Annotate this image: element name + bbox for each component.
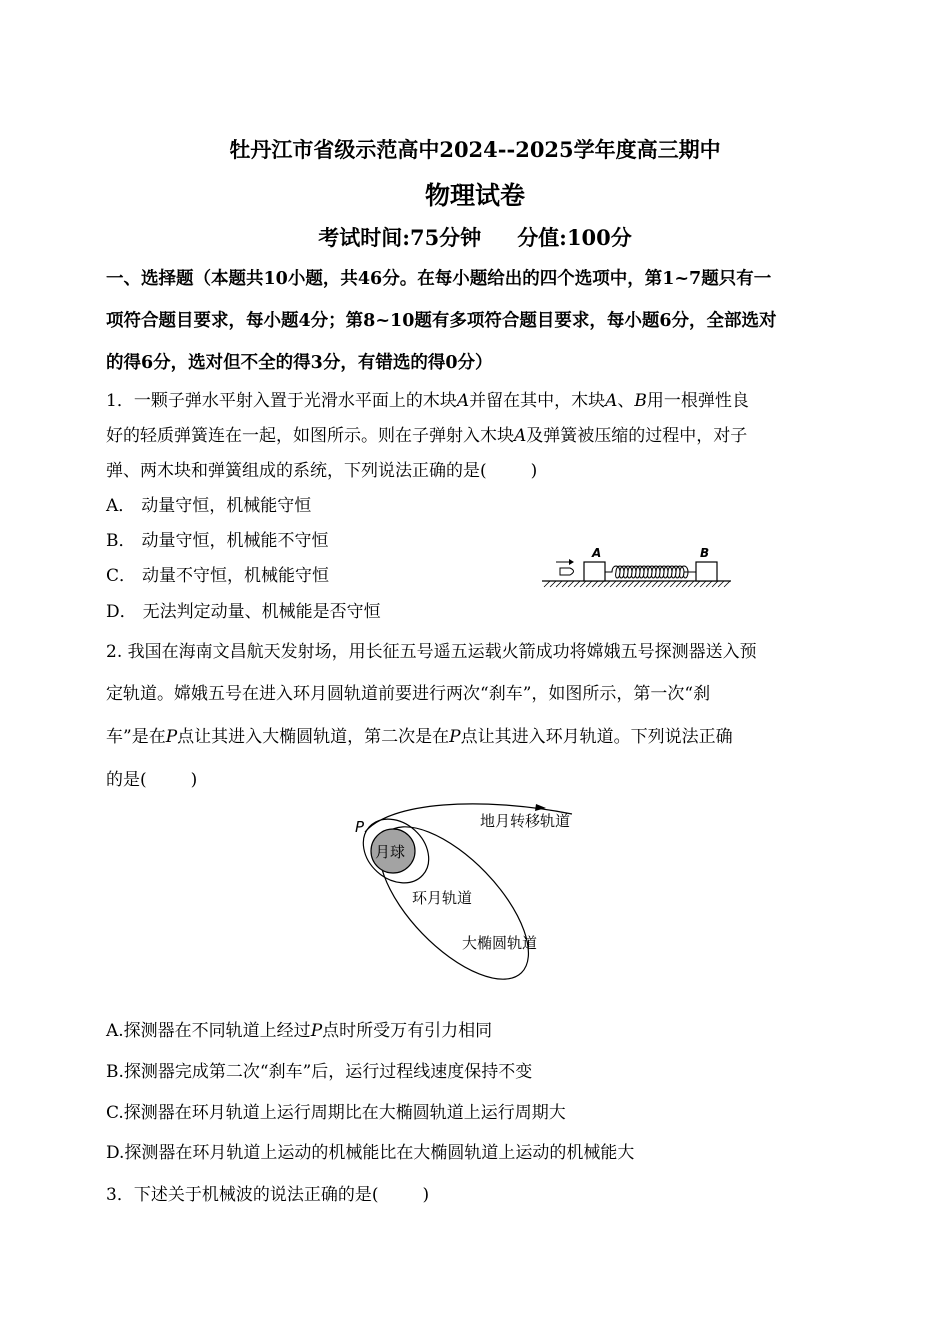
q1-stem-line-1: 1．一颗子弹水平射入置于光滑水平面上的木块A并留在其中，木块A、B用一根弹性良 xyxy=(106,391,749,411)
velocity-arrow-head xyxy=(569,559,574,565)
q2-stem-line-1: 2. 我国在海南文昌航天发射场，用长征五号遥五运载火箭成功将嫦娥五号探测器送入预 xyxy=(106,642,757,662)
block-b-label: B xyxy=(700,546,710,560)
moon-label: 月球 xyxy=(375,843,406,861)
q2-option-c[interactable]: C.探测器在环月轨道上运行周期比在大椭圆轨道上运行周期大 xyxy=(106,1103,566,1123)
section-instruction-line-3: 的得6分，选对但不全的得3分，有错选的得0分） xyxy=(106,353,493,373)
q2-option-d[interactable]: D.探测器在环月轨道上运动的机械能比在大椭圆轨道上运动的机械能大 xyxy=(106,1143,635,1163)
q2-option-a[interactable]: A.探测器在不同轨道上经过P点时所受万有引力相同 xyxy=(106,1021,493,1041)
var-p: P xyxy=(165,727,178,747)
var-b: B xyxy=(634,391,647,411)
var-p: P xyxy=(310,1021,323,1041)
ground-hatching xyxy=(544,581,730,587)
bullet xyxy=(560,568,574,575)
block-a xyxy=(584,562,605,581)
exam-meta xyxy=(0,222,950,252)
exam-subject-title: 物理试卷 xyxy=(424,181,525,210)
exam-time: 考试时间:75分钟 xyxy=(318,225,482,250)
var-a: A xyxy=(605,391,618,411)
q1-stem-line-3: 弹、两木块和弹簧组成的系统，下列说法正确的是( ) xyxy=(106,461,538,481)
q1-option-a[interactable]: A． 动量守恒，机械能守恒 xyxy=(106,496,312,516)
exam-score: 分值:100分 xyxy=(517,225,632,250)
q3-stem: 3．下述关于机械波的说法正确的是( ) xyxy=(106,1185,430,1205)
section-instruction-line-2: 项符合题目要求，每小题4分；第8~10题有多项符合题目要求，每小题6分，全部选对 xyxy=(106,311,777,331)
block-a-label: A xyxy=(592,546,602,560)
q2-option-b[interactable]: B.探测器完成第二次“刹车”后，运行过程线速度保持不变 xyxy=(106,1062,533,1082)
var-a: A xyxy=(514,426,527,446)
lunar-orbit-label: 环月轨道 xyxy=(412,889,473,907)
point-p-label: P xyxy=(355,818,365,836)
q1-option-d[interactable]: D． 无法判定动量、机械能是否守恒 xyxy=(106,602,381,622)
q1-option-b[interactable]: B． 动量守恒，机械能不守恒 xyxy=(106,531,329,551)
ellipse-orbit-label: 大椭圆轨道 xyxy=(462,934,538,952)
var-a: A xyxy=(456,391,470,411)
exam-header-school: 牡丹江市省级示范高中2024--2025学年度高三期中 xyxy=(229,137,721,162)
block-b xyxy=(696,562,717,581)
q2-stem-line-3: 车”是在P点让其进入大椭圆轨道，第二次是在P点让其进入环月轨道。下列说法正确 xyxy=(106,727,733,747)
var-p: P xyxy=(449,727,461,747)
q2-orbit-figure xyxy=(350,796,590,988)
transfer-orbit-arrow xyxy=(535,804,546,811)
q2-stem-line-4: 的是( ) xyxy=(106,770,198,790)
q1-stem-line-2: 好的轻质弹簧连在一起，如图所示。则在子弹射入木块A及弹簧被压缩的过程中，对子 xyxy=(106,426,748,446)
spring xyxy=(605,566,696,578)
transfer-orbit-label: 地月转移轨道 xyxy=(480,812,571,830)
q2-stem-line-2: 定轨道。嫦娥五号在进入环月圆轨道前要进行两次“刹车”，如图所示，第一次“刹 xyxy=(106,684,711,704)
q1-spring-blocks-figure xyxy=(536,540,736,598)
q1-option-c[interactable]: C． 动量不守恒，机械能守恒 xyxy=(106,566,330,586)
section-instruction-line-1: 一、选择题（本题共10小题，共46分。在每小题给出的四个选项中，第1~7题只有一 xyxy=(106,269,772,289)
